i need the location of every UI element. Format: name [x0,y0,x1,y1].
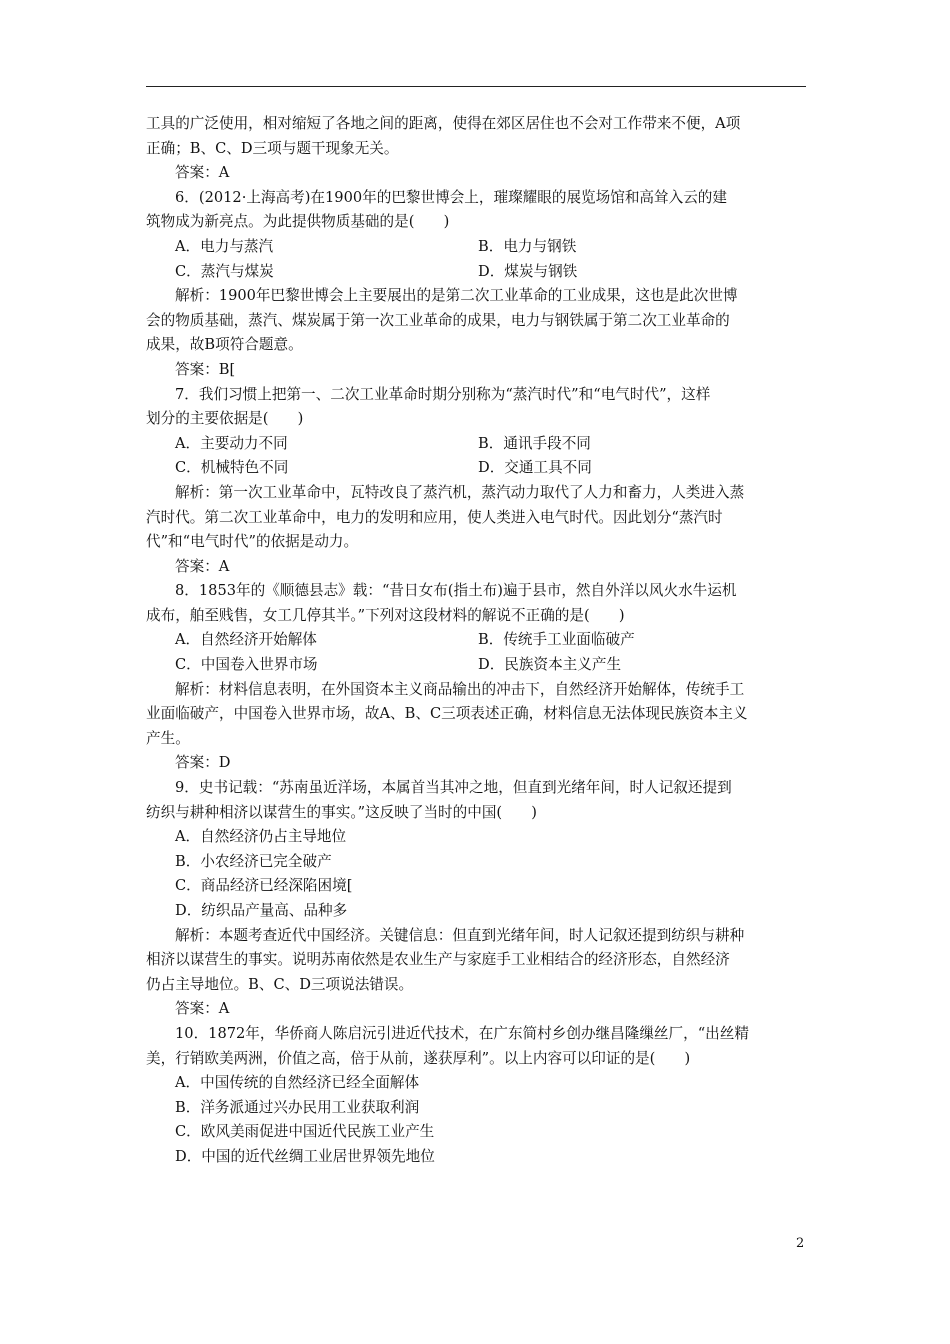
question-8-options-row [146,628,806,653]
question-10-stem: 10．1872年，华侨商人陈启沅引进近代技术，在广东简村乡创办继昌隆缫丝厂，“出丝精 [175,1024,749,1042]
explanation-line: 解析：材料信息表明，在外国资本主义商品输出的冲击下，自然经济开始解体，传统手工 [175,680,745,698]
question-7-options-row [146,456,806,481]
option-a: A．自然经济开始解体 [175,631,317,649]
question-9-stem: 纺织与耕种相济以谋营生的事实。”这反映了当时的中国( ) [146,803,537,821]
question-7-options-row [146,432,806,457]
page-number: 2 [796,1236,805,1251]
question-6-options-row [146,235,806,260]
text-line: 正确；B、C、D三项与题干现象无关。 [146,139,399,157]
question-10-stem: 美，行销欧美两洲，价值之高，倍于从前，遂获厚利”。以上内容可以印证的是( ) [146,1049,691,1067]
page-content [146,112,806,1170]
answer-line: 答案：A [175,164,230,182]
option-a: A．自然经济仍占主导地位 [175,828,347,846]
question-6-stem: 筑物成为新亮点。为此提供物质基础的是( ) [146,213,450,231]
option-d: D．纺织品产量高、品种多 [175,902,348,919]
explanation-line: 产生。 [146,729,190,747]
option-c: C．中国卷入世界市场 [175,656,318,674]
explanation-line: 会的物质基础，蒸汽、煤炭属于第一次工业革命的成果，电力与钢铁属于第二次工业革命的 [146,311,730,329]
option-b: B．小农经济已完全破产 [175,852,332,870]
answer-line: 答案：A [175,1000,230,1018]
option-d: D．交通工具不同 [478,459,592,477]
question-9-stem: 9．史书记载：“苏南虽近洋场，本属首当其冲之地，但直到光绪年间，时人记叙还提到 [175,779,732,797]
option-d: D．煤炭与钢铁 [478,262,578,280]
explanation-line: 业面临破产，中国卷入世界市场，故A、B、C三项表述正确，材料信息无法体现民族资本主义 [146,705,748,723]
question-6-stem: 6．(2012·上海高考)在1900年的巴黎世博会上，璀璨耀眼的展览场馆和高耸入云的建 [175,188,727,206]
text-line: 工具的广泛使用，相对缩短了各地之间的距离，使得在郊区居住也不会对工作带来不便，A项 [146,115,741,132]
option-d: D．中国的近代丝绸工业居世界领先地位 [175,1147,435,1165]
option-c: C．欧风美雨促进中国近代民族工业产生 [175,1123,435,1141]
option-b: B．洋务派通过兴办民用工业获取利润 [175,1098,420,1116]
header-rule [146,86,806,87]
option-c: C．蒸汽与煤炭 [175,262,274,280]
answer-line: 答案：D [175,754,231,772]
question-8-stem: 成布，舶至贱售，女工几停其半。”下列对这段材料的解说不正确的是( ) [146,606,625,624]
explanation-line: 解析：本题考查近代中国经济。关键信息：但直到光绪年间，时人记叙还提到纺织与耕种 [175,926,745,944]
question-8-options-row [146,653,806,678]
explanation-line: 解析：第一次工业革命中，瓦特改良了蒸汽机，蒸汽动力取代了人力和畜力，人类进入蒸 [175,483,745,501]
explanation-line: 汽时代。第二次工业革命中，电力的发明和应用，使人类进入电气时代。因此划分“蒸汽时 [146,508,723,526]
option-c: C．机械特色不同 [175,459,289,477]
option-b: B．通讯手段不同 [478,434,591,452]
question-6-options-row [146,260,806,285]
option-a: A．主要动力不同 [175,434,288,452]
answer-line: 答案：A [175,557,230,575]
option-d: D．民族资本主义产生 [478,656,622,674]
option-b: B．电力与钢铁 [478,237,577,255]
explanation-line: 成果，故B项符合题意。 [146,336,303,354]
question-7-stem: 划分的主要依据是( ) [146,410,304,428]
question-8-stem: 8．1853年的《顺德县志》载：“昔日女布(指土布)遍于县市，然自外洋以风火水牛运机 [175,582,737,600]
option-c: C．商品经济已经深陷困境[ [175,877,353,895]
explanation-line: 解析：1900年巴黎世博会上主要展出的是第二次工业革命的工业成果，这也是此次世博 [175,287,738,305]
answer-line: 答案：B[ [175,360,236,378]
explanation-line: 仍占主导地位。B、C、D三项说法错误。 [146,975,414,993]
option-b: B．传统手工业面临破产 [478,631,635,649]
question-7-stem: 7．我们习惯上把第一、二次工业革命时期分别称为“蒸汽时代”和“电气时代”，这样 [175,385,711,403]
option-a: A．中国传统的自然经济已经全面解体 [175,1074,420,1092]
explanation-line: 代”和“电气时代”的依据是动力。 [146,533,359,551]
explanation-line: 相济以谋营生的事实。说明苏南依然是农业生产与家庭手工业相结合的经济形态，自然经济 [146,951,730,969]
option-a: A．电力与蒸汽 [175,237,274,255]
